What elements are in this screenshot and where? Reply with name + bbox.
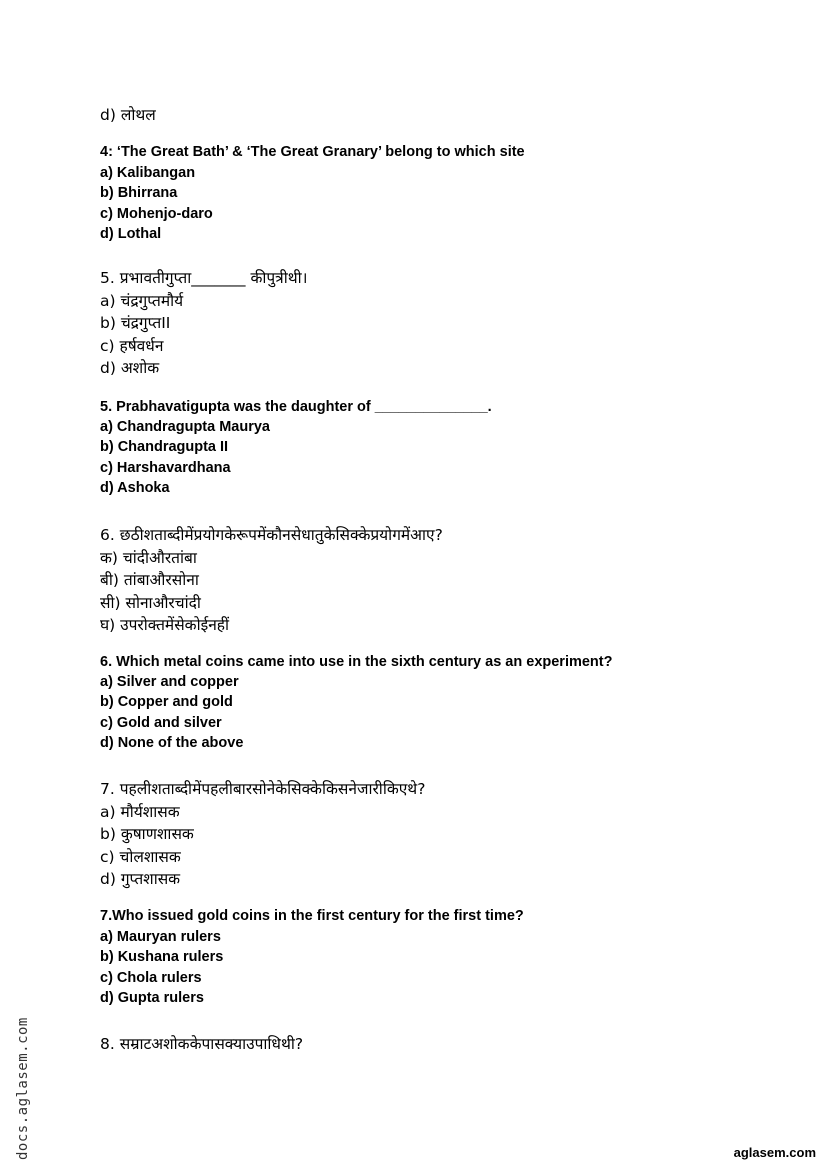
answer-option: c) Gold and silver	[100, 714, 222, 731]
question-text: 7.Who issued gold coins in the first century for the first time?	[100, 908, 524, 924]
answer-option: b) कुषाणशासक	[100, 825, 194, 843]
question-text: 8. सम्राटअशोककेपासक्याउपाधिथी?	[100, 1035, 304, 1053]
answer-option: d) लोथल	[100, 106, 156, 124]
answer-option: c) हर्षवर्धन	[100, 336, 164, 355]
question-text: 5. Prabhavatigupta was the daughter of ______________.	[100, 399, 492, 415]
answer-option: d) None of the above	[100, 734, 244, 751]
answer-option: c) Chola rulers	[100, 969, 202, 986]
answer-option: c) Harshavardhana	[100, 459, 231, 476]
answer-option: b) Kushana rulers	[100, 949, 224, 965]
question-text: 6. छठीशताब्दीमेंप्रयोगकेरूपमेंकौनसेधातुकेसिक्केप्रयोगमेंआए?	[100, 526, 443, 544]
answer-option: d) अशोक	[100, 359, 160, 377]
answer-option: a) Kalibangan	[100, 164, 196, 181]
answer-option: d) Gupta rulers	[100, 990, 204, 1006]
answer-option: c) Mohenjo-daro	[100, 205, 213, 222]
footer-brand: aglasem.com	[733, 1145, 816, 1160]
answer-option: a) Silver and copper	[100, 674, 239, 691]
question-text: 6. Which metal coins came into use in the sixth century as an experiment?	[100, 654, 613, 670]
question-text: 4: ‘The Great Bath’ & ‘The Great Granary’ belong to which site	[100, 144, 525, 160]
side-watermark: docs.aglasem.com	[15, 1017, 31, 1160]
answer-option: d) Ashoka	[100, 479, 170, 496]
answer-option: c) चोलशासक	[100, 847, 181, 866]
answer-option: सी) सोनाऔरचांदी	[100, 593, 201, 612]
answer-option: a) Mauryan rulers	[100, 928, 221, 945]
answer-option: b) Bhirrana	[100, 185, 178, 201]
answer-option: a) Chandragupta Maurya	[100, 419, 270, 436]
answer-option: b) Chandragupta II	[100, 439, 229, 456]
question-text: 7. पहलीशताब्दीमेंपहलीबारसोनेकेसिक्केकिसनेजारीकिएथे?	[100, 780, 426, 798]
answer-option: b) चंद्रगुप्तII	[100, 314, 171, 332]
answer-option: d) Lothal	[100, 226, 162, 242]
answer-option: b) Copper and gold	[100, 694, 233, 711]
answer-option: d) गुप्तशासक	[100, 870, 181, 888]
answer-option: क) चांदीऔरतांबा	[100, 548, 197, 567]
answer-option: घ) उपरोक्तमेंसेकोईनहीं	[100, 616, 230, 634]
question-text: 5. प्रभावतीगुप्ता_______ कीपुत्रीथी।	[100, 269, 308, 287]
answer-option: a) चंद्रगुप्तमौर्य	[100, 291, 184, 310]
answer-option: a) मौर्यशासक	[100, 802, 180, 821]
answer-option: बी) तांबाऔरसोना	[100, 571, 199, 589]
